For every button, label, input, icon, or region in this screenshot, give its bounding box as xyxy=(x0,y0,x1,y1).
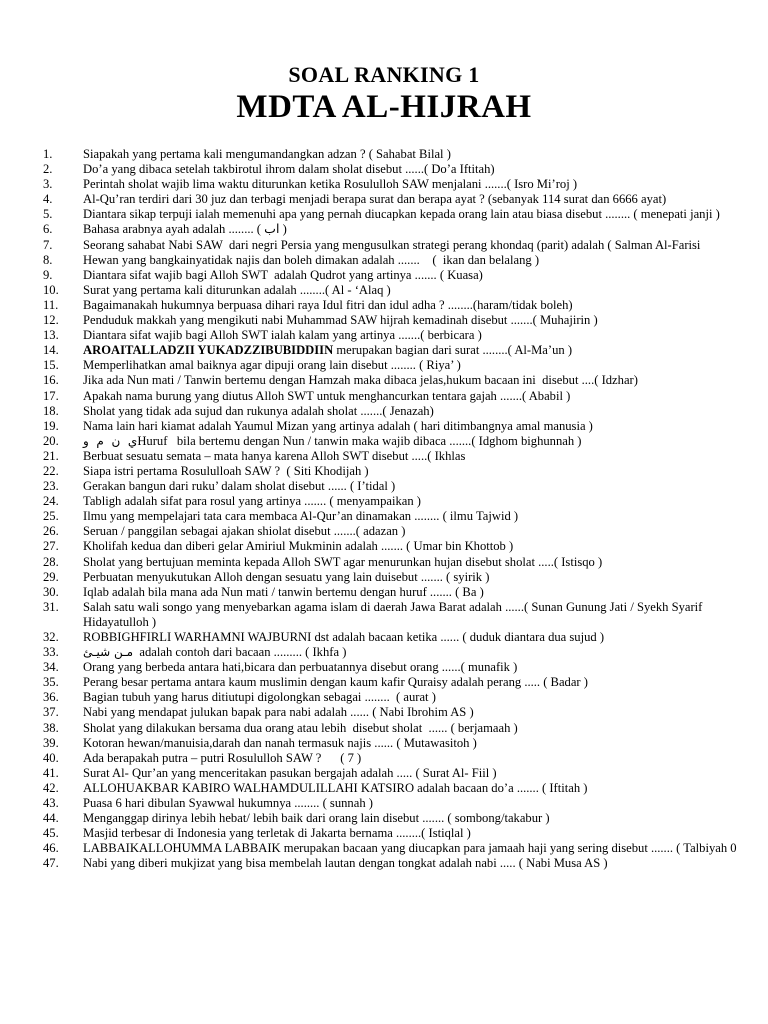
question-item xyxy=(0,328,768,343)
question-text xyxy=(83,660,768,675)
question-text xyxy=(83,343,768,358)
question-text xyxy=(83,449,768,464)
question-item xyxy=(0,781,768,796)
question-item xyxy=(0,600,768,630)
question-number: 8. xyxy=(43,252,53,267)
question-number: 13. xyxy=(43,328,59,343)
question-item xyxy=(0,796,768,811)
question-item xyxy=(0,313,768,328)
question-item xyxy=(0,358,768,373)
question-number: 17. xyxy=(43,388,59,403)
question-text xyxy=(83,238,768,253)
question-text xyxy=(83,826,768,841)
question-body: Perbuatan menyukutukan Alloh dengan sesuatu yang lain duisebut ....... ( syirik ) xyxy=(83,569,490,584)
question-body: Hewan yang bangkainyatidak najis dan boleh dimakan adalah ....... ( ikan dan belalang ) xyxy=(83,252,540,267)
question-item xyxy=(0,570,768,585)
question-number: 14. xyxy=(43,343,59,358)
question-item xyxy=(0,343,768,358)
question-number: 38. xyxy=(43,720,59,735)
question-number: 26. xyxy=(43,524,59,539)
question-item xyxy=(0,449,768,464)
question-text xyxy=(83,841,768,856)
question-body: Orang yang berbeda antara hati,bicara dan perbuatannya disebut orang ......( munafik ) xyxy=(83,660,518,675)
question-bold-phrase: AROAITALLADZII YUKADZZIBUBIDDIIN xyxy=(83,343,334,358)
question-item xyxy=(0,373,768,388)
question-item xyxy=(0,404,768,419)
question-body: LABBAIKALLOHUMMA LABBAIK merupakan bacaan yang diucapkan para jamaah haji yang sering disebut ....... ( Talbiyah 0 xyxy=(83,841,737,856)
question-body: Seorang sahabat Nabi SAW dari negri Persia yang mengusulkan strategi perang khondaq (parit) adalah ( Salman Al-Farisi xyxy=(83,237,701,252)
question-number: 35. xyxy=(43,675,59,690)
question-item xyxy=(0,494,768,509)
question-item xyxy=(0,207,768,222)
question-body: Gerakan bangun dari ruku’ dalam sholat disebut ...... ( I’tidal ) xyxy=(83,479,396,494)
question-body: Perang besar pertama antara kaum muslimin dengan kaum kafir Quraisy adalah perang ..... ( Badar ) xyxy=(83,675,588,690)
question-item xyxy=(0,464,768,479)
question-body: Siapakah yang pertama kali mengumandangkan adzan ? ( Sahabat Bilal ) xyxy=(83,147,451,161)
question-body: Nabi yang diberi mukjizat yang bisa membelah lautan dengan tongkat adalah nabi ..... ( Nabi Musa AS ) xyxy=(83,856,608,871)
question-item xyxy=(0,539,768,554)
question-text xyxy=(83,721,768,736)
question-text xyxy=(83,162,768,177)
question-item xyxy=(0,645,768,660)
question-number: 11. xyxy=(43,297,59,312)
question-body: Jika ada Nun mati / Tanwin bertemu dengan Hamzah maka dibaca jelas,hukum bacaan ini disebut ....( Idzhar) xyxy=(83,373,638,388)
question-text xyxy=(83,253,768,268)
question-number: 33. xyxy=(43,645,59,660)
question-item xyxy=(0,298,768,313)
question-item xyxy=(0,253,768,268)
question-number: 29. xyxy=(43,569,59,584)
question-text xyxy=(83,373,768,388)
question-number: 4. xyxy=(43,192,53,207)
question-number: 30. xyxy=(43,584,59,599)
question-item xyxy=(0,751,768,766)
question-number: 45. xyxy=(43,826,59,841)
question-text xyxy=(83,781,768,796)
question-body: Bahasa arabnya ayah adalah ........ ( اب ) xyxy=(83,222,287,237)
question-item xyxy=(0,826,768,841)
question-text xyxy=(83,207,768,222)
question-text xyxy=(83,434,768,449)
question-item xyxy=(0,705,768,720)
question-body: Penduduk makkah yang mengikuti nabi Muhammad SAW hijrah kemadinah disebut .......( Muhajirin ) xyxy=(83,313,598,328)
question-body: merupakan bagian dari surat ........( Al-Ma’un ) xyxy=(333,343,573,358)
question-number: 2. xyxy=(43,162,53,177)
question-number: 1. xyxy=(43,147,53,161)
question-item xyxy=(0,811,768,826)
question-text xyxy=(83,389,768,404)
arabic-text: ي ن م و xyxy=(83,433,138,448)
question-number: 25. xyxy=(43,509,59,524)
question-item xyxy=(0,524,768,539)
question-text xyxy=(83,419,768,434)
page-title: SOAL RANKING 1 xyxy=(288,62,480,87)
question-text xyxy=(83,645,768,660)
question-text xyxy=(83,675,768,690)
question-body: Tabligh adalah sifat para rosul yang artinya ....... ( menyampaikan ) xyxy=(83,494,421,509)
question-item xyxy=(0,222,768,237)
question-list xyxy=(0,147,768,872)
question-item xyxy=(0,283,768,298)
question-body: Sholat yang tidak ada sujud dan rukunya adalah sholat .......( Jenazah) xyxy=(83,403,434,418)
question-number: 15. xyxy=(43,358,59,373)
question-text xyxy=(83,555,768,570)
question-item xyxy=(0,434,768,449)
question-text xyxy=(83,509,768,524)
question-number: 44. xyxy=(43,811,59,826)
question-number: 31. xyxy=(43,599,59,614)
question-body: Diantara sifat wajib bagi Alloh SWT ialah kalam yang artinya .......( berbicara ) xyxy=(83,328,482,343)
question-body: Siapa istri pertama Rosululloah SAW ? ( Siti Khodijah ) xyxy=(83,463,369,478)
question-number: 12. xyxy=(43,313,59,328)
question-body: ALLOHUAKBAR KABIRO WALHAMDULILLAHI KATSIRO adalah bacaan do’a ....... ( Iftitah ) xyxy=(83,780,588,795)
question-number: 16. xyxy=(43,373,59,388)
question-text xyxy=(83,524,768,539)
question-item xyxy=(0,479,768,494)
question-item xyxy=(0,766,768,781)
question-number: 27. xyxy=(43,539,59,554)
question-body: adalah contoh dari bacaan ......... ( Ikhfa ) xyxy=(133,645,347,660)
question-item xyxy=(0,177,768,192)
question-body: Ada berapakah putra – putri Rosululloh SAW ? ( 7 ) xyxy=(83,750,362,765)
question-body: Sholat yang dilakukan bersama dua orang atau lebih disebut sholat ...... ( berjamaah ) xyxy=(83,720,518,735)
question-text xyxy=(83,600,768,630)
question-body: Seruan / panggilan sebagai ajakan shiolat disebut .......( adazan ) xyxy=(83,524,406,539)
question-number: 23. xyxy=(43,479,59,494)
question-body: Apakah nama burung yang diutus Alloh SWT untuk menghancurkan tentara gajah .......( Ababil ) xyxy=(83,388,571,403)
question-number: 19. xyxy=(43,418,59,433)
question-item xyxy=(0,147,768,162)
question-item xyxy=(0,238,768,253)
question-number: 43. xyxy=(43,796,59,811)
question-body: Al-Qu’ran terdiri dari 30 juz dan terbagi menjadi berapa surat dan berapa ayat ? (sebanyak 114 surat dan 6666 ayat) xyxy=(83,192,667,207)
question-item xyxy=(0,585,768,600)
question-item xyxy=(0,162,768,177)
question-text xyxy=(83,328,768,343)
question-number: 40. xyxy=(43,750,59,765)
question-text xyxy=(83,283,768,298)
question-body: Perintah sholat wajib lima waktu diturunkan ketika Rosululloh SAW menjalani .......( Isro Mi’roj ) xyxy=(83,177,578,192)
question-body: Berbuat sesuatu semata – mata hanya karena Alloh SWT disebut .....( Ikhlas xyxy=(83,448,466,463)
question-text xyxy=(83,298,768,313)
question-text xyxy=(83,192,768,207)
question-body: Nama lain hari kiamat adalah Yaumul Mizan yang artinya adalah ( hari ditimbangnya amal manusia ) xyxy=(83,418,593,433)
question-number: 39. xyxy=(43,735,59,750)
question-body: Ilmu yang mempelajari tata cara membaca Al-Qur’an dinamakan ........ ( ilmu Tajwid ) xyxy=(83,509,519,524)
question-number: 21. xyxy=(43,448,59,463)
question-item xyxy=(0,721,768,736)
question-text xyxy=(83,585,768,600)
question-text xyxy=(83,313,768,328)
question-number: 42. xyxy=(43,780,59,795)
question-body: Kotoran hewan/manuisia,darah dan nanah termasuk najis ...... ( Mutawasitoh ) xyxy=(83,735,477,750)
question-number: 36. xyxy=(43,690,59,705)
question-text xyxy=(83,479,768,494)
question-item xyxy=(0,268,768,283)
question-number: 20. xyxy=(43,433,59,448)
question-item xyxy=(0,675,768,690)
question-number: 7. xyxy=(43,237,53,252)
question-body: Nabi yang mendapat julukan bapak para nabi adalah ...... ( Nabi Ibrohim AS ) xyxy=(83,705,474,720)
question-text xyxy=(83,222,768,237)
question-body: Diantara sifat wajib bagi Alloh SWT adalah Qudrot yang artinya ....... ( Kuasa) xyxy=(83,267,483,282)
question-text xyxy=(83,570,768,585)
question-item xyxy=(0,841,768,856)
question-number: 47. xyxy=(43,856,59,871)
question-number: 24. xyxy=(43,494,59,509)
question-item xyxy=(0,389,768,404)
question-body: Huruf bila bertemu dengan Nun / tanwin maka wajib dibaca .......( Idghom bighunnah ) xyxy=(137,433,582,448)
question-text xyxy=(83,177,768,192)
question-item xyxy=(0,419,768,434)
question-text xyxy=(83,539,768,554)
arabic-text: مـن شيـئ xyxy=(83,645,134,660)
question-text xyxy=(83,705,768,720)
question-text xyxy=(83,464,768,479)
question-text xyxy=(83,147,768,162)
question-text xyxy=(83,751,768,766)
question-body: Do’a yang dibaca setelah takbirotul ihrom dalam sholat disebut ......( Do’a Iftitah) xyxy=(83,162,495,177)
question-number: 32. xyxy=(43,630,59,644)
question-body: Bagaimanakah hukumnya berpuasa dihari raya Idul fitri dan idul adha ? ........(haram/tidak boleh) xyxy=(83,297,573,312)
question-body: Diantara sikap terpuji ialah memenuhi apa yang pernah diucapkan kepada orang lain atau biasa disebut ........ ( menepati janji ) xyxy=(83,207,720,222)
question-number: 22. xyxy=(43,463,59,478)
question-body: Iqlab adalah bila mana ada Nun mati / tanwin bertemu dengan huruf ....... ( Ba ) xyxy=(83,584,484,599)
question-number: 41. xyxy=(43,765,59,780)
question-body: Sholat yang bertujuan meminta kepada Alloh SWT agar menurunkan hujan disebut sholat .....( Istisqo ) xyxy=(83,554,603,569)
question-text xyxy=(83,856,768,871)
question-body: Puasa 6 hari dibulan Syawwal hukumnya ........ ( sunnah ) xyxy=(83,796,373,811)
question-item xyxy=(0,192,768,207)
question-number: 6. xyxy=(43,222,53,237)
question-text xyxy=(83,736,768,751)
page-subtitle: MDTA AL-HIJRAH xyxy=(236,89,532,125)
question-item xyxy=(0,856,768,871)
question-number: 3. xyxy=(43,177,53,192)
question-item xyxy=(0,690,768,705)
question-text xyxy=(83,630,768,645)
question-text xyxy=(83,404,768,419)
question-text xyxy=(83,358,768,373)
question-text xyxy=(83,494,768,509)
question-text xyxy=(83,766,768,781)
question-body: ROBBIGHFIRLI WARHAMNI WAJBURNI dst adalah bacaan ketika ...... ( duduk diantara dua sujud ) xyxy=(83,630,605,644)
question-body: Surat yang pertama kali diturunkan adalah ........( Al - ‘Alaq ) xyxy=(83,282,391,297)
question-number: 34. xyxy=(43,660,59,675)
question-text xyxy=(83,811,768,826)
question-number: 37. xyxy=(43,705,59,720)
question-body: Masjid terbesar di Indonesia yang terletak di Jakarta bernama ........( Istiqlal ) xyxy=(83,826,471,841)
question-body: Kholifah kedua dan diberi gelar Amiriul Mukminin adalah ....... ( Umar bin Khottob ) xyxy=(83,539,514,554)
question-body: Memperlihatkan amal baiknya agar dipuji orang lain disebut ........ ( Riya’ ) xyxy=(83,358,461,373)
question-body: Salah satu wali songo yang menyebarkan agama islam di daerah Jawa Barat adalah ......( Sunan Gunung Jati / Syekh Syarif Hidayatulloh ) xyxy=(83,599,706,629)
question-item xyxy=(0,555,768,570)
question-number: 28. xyxy=(43,554,59,569)
question-number: 46. xyxy=(43,841,59,856)
question-text xyxy=(83,268,768,283)
question-number: 18. xyxy=(43,403,59,418)
question-text xyxy=(83,796,768,811)
question-text xyxy=(83,690,768,705)
question-item xyxy=(0,509,768,524)
question-number: 10. xyxy=(43,282,59,297)
question-item xyxy=(0,660,768,675)
question-body: Menganggap dirinya lebih hebat/ lebih baik dari orang lain disebut ....... ( sombong/takabur ) xyxy=(83,811,550,826)
question-item xyxy=(0,630,768,645)
question-number: 5. xyxy=(43,207,53,222)
question-number: 9. xyxy=(43,267,53,282)
question-body: Surat Al- Qur’an yang menceritakan pasukan bergajah adalah ..... ( Surat Al- Fiil ) xyxy=(83,765,497,780)
question-body: Bagian tubuh yang harus ditiutupi digolongkan sebagai ........ ( aurat ) xyxy=(83,690,436,705)
question-item xyxy=(0,736,768,751)
